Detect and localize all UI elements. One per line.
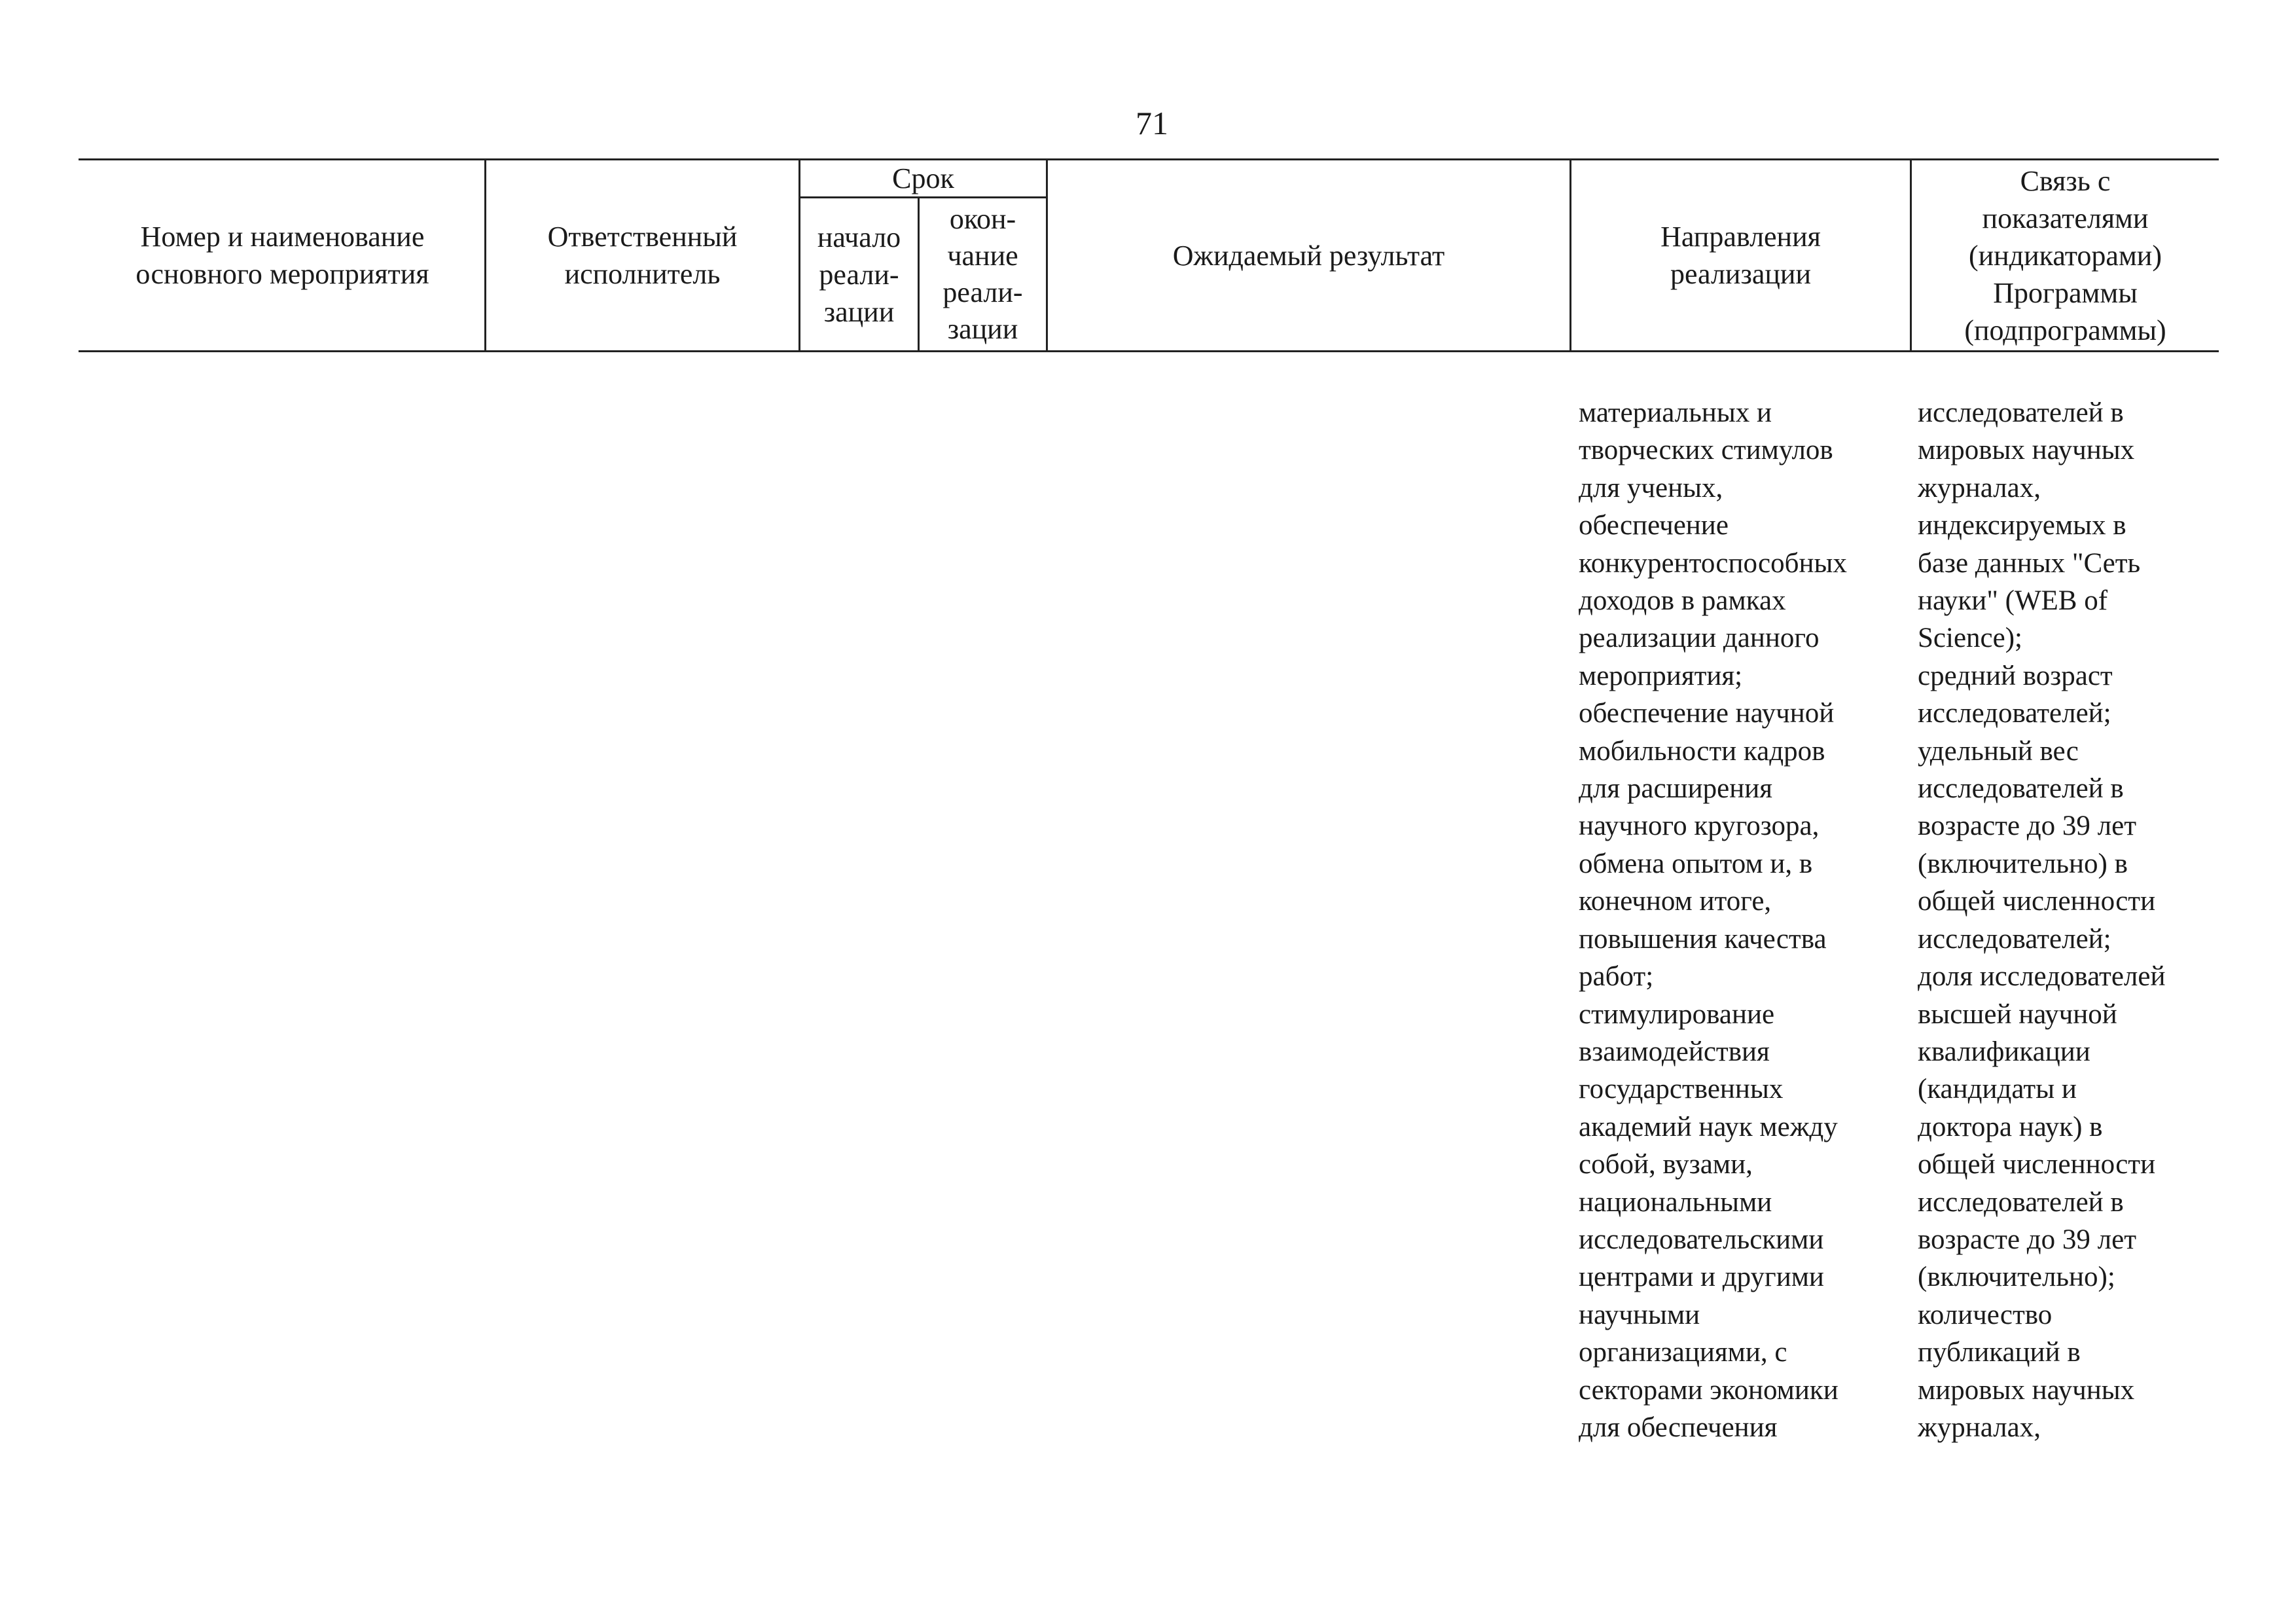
indicators-text-line: Science); <box>1918 623 2022 654</box>
indicators-text-line: журналах, <box>1918 1412 2041 1443</box>
directions-text-line: секторами экономики <box>1579 1374 1839 1406</box>
indicators-text-line: науки" (WEB of <box>1918 585 2108 617</box>
directions-text-line: материальных и <box>1579 397 1772 428</box>
indicators-text-line: возрасте до 39 лет <box>1918 811 2137 842</box>
indicators-cell-text <box>1918 394 2219 1446</box>
indicators-text-line: исследователей в <box>1918 773 2124 805</box>
indicators-text-line: общей численности <box>1918 1149 2156 1180</box>
indicators-text-line: исследователей в <box>1918 1186 2124 1218</box>
indicators-text-line: (кандидаты и <box>1918 1074 2077 1105</box>
directions-text-line: конкурентоспособных <box>1579 547 1847 579</box>
indicators-text-line: квалификации <box>1918 1036 2090 1067</box>
directions-text-line: творческих стимулов <box>1579 435 1833 466</box>
directions-text-line: академий наук между <box>1579 1111 1838 1142</box>
header-responsible: Ответственный исполнитель <box>547 221 738 290</box>
indicators-text-line: мировых научных <box>1918 1374 2135 1406</box>
indicators-text-line: доля исследователей <box>1918 961 2166 993</box>
indicators-text-line: высшей научной <box>1918 998 2117 1030</box>
indicators-text-line: общей численности <box>1918 886 2156 917</box>
indicators-text-line: публикаций в <box>1918 1337 2081 1368</box>
directions-text-line: государственных <box>1579 1074 1784 1105</box>
directions-text-line: повышения качества <box>1579 923 1827 955</box>
header-indicators-link: Связь с показателями (индикаторами) Программы (подпрограммы) <box>1964 164 2166 346</box>
directions-text-line: конечном итоге, <box>1579 886 1772 917</box>
indicators-text-line: (включительно) в <box>1918 848 2128 879</box>
directions-text-line: исследовательскими <box>1579 1224 1824 1255</box>
indicators-text-line: журналах, <box>1918 472 2041 503</box>
directions-text-line: доходов в рамках <box>1579 585 1786 617</box>
directions-text-line: организациями, с <box>1579 1337 1787 1368</box>
directions-text-line: взаимодействия <box>1579 1036 1770 1067</box>
directions-text-line: стимулирование <box>1579 998 1775 1030</box>
directions-text-line: для расширения <box>1579 773 1773 805</box>
directions-text-line: центрами и другими <box>1579 1262 1824 1293</box>
header-measure-name: Номер и наименование основного мероприятия <box>135 221 429 290</box>
indicators-text-line: (включительно); <box>1918 1262 2115 1293</box>
directions-text-line: мероприятия; <box>1579 660 1743 691</box>
directions-text-line: реализации данного <box>1579 623 1820 654</box>
indicators-text-line: исследователей; <box>1918 698 2111 729</box>
indicators-text-line: исследователей в <box>1918 397 2124 428</box>
header-srok: Срок <box>892 162 954 194</box>
directions-text-line: обмена опытом и, в <box>1579 848 1813 879</box>
indicators-text-line: доктора наук) в <box>1918 1111 2103 1142</box>
indicators-text-line: возрасте до 39 лет <box>1918 1224 2137 1255</box>
indicators-text-line: количество <box>1918 1299 2053 1330</box>
directions-text-line: работ; <box>1579 961 1654 993</box>
table-header-bottom-rule <box>79 350 2219 352</box>
indicators-text-line: средний возраст <box>1918 660 2113 691</box>
indicators-text-line: базе данных "Сеть <box>1918 547 2141 579</box>
directions-cell-text <box>1579 394 1906 1446</box>
header-end: окон- чание реали- зации <box>942 203 1023 345</box>
directions-text-line: научного кругозора, <box>1579 811 1820 842</box>
directions-text-line: обеспечение <box>1579 510 1729 541</box>
header-expected-result: Ожидаемый результат <box>1172 239 1445 272</box>
header-directions: Направления реализации <box>1660 221 1821 290</box>
directions-text-line: национальными <box>1579 1186 1772 1218</box>
directions-text-line: обеспечение научной <box>1579 698 1835 729</box>
indicators-text-line: удельный вес <box>1918 735 2079 767</box>
page-number: 71 <box>1136 105 1168 141</box>
indicators-text-line: мировых научных <box>1918 435 2135 466</box>
indicators-text-line: исследователей; <box>1918 923 2111 955</box>
directions-text-line: мобильности кадров <box>1579 735 1825 767</box>
directions-text-line: научными <box>1579 1299 1700 1330</box>
directions-text-line: собой, вузами, <box>1579 1149 1753 1180</box>
directions-text-line: для ученых, <box>1579 472 1723 503</box>
directions-text-line: для обеспечения <box>1579 1412 1778 1443</box>
indicators-text-line: индексируемых в <box>1918 510 2126 541</box>
header-start: начало реали- зации <box>817 221 901 328</box>
